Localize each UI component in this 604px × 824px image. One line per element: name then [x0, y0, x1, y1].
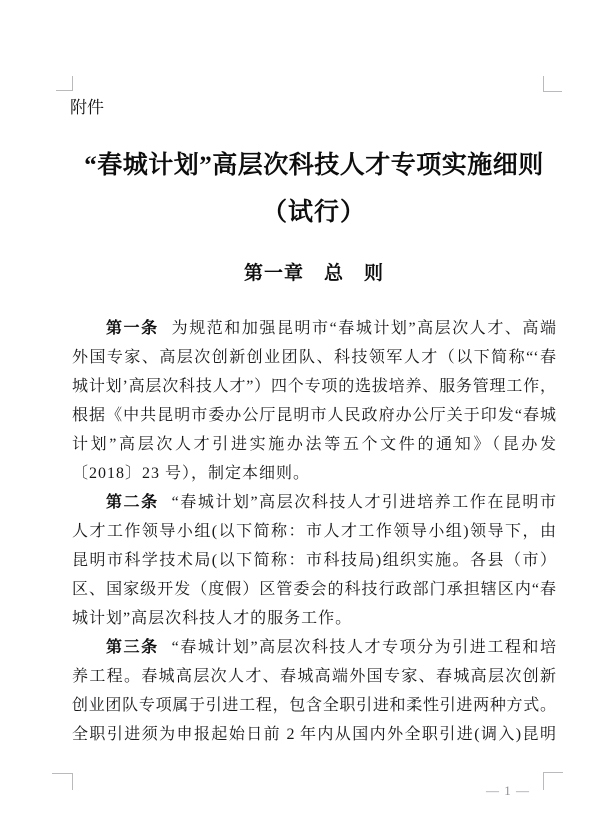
- paragraph-article-2: [72, 488, 556, 633]
- paragraph-line: [72, 314, 556, 343]
- paragraph-text: “春城计划”高层次科技人才引进培养工作在昆明市: [171, 494, 556, 511]
- document-body: [72, 314, 556, 749]
- paragraph-line: 计划”高层次人才引进实施办法等五个文件的通知》（昆办发: [72, 436, 556, 453]
- paragraph-article-3: [72, 633, 556, 749]
- paragraph-line: 养工程。春城高层次人才、春城高端外国专家、春城高层次创新: [72, 668, 556, 685]
- paragraph-text: “春城计划”高层次科技人才专项分为引进工程和培: [171, 639, 556, 656]
- paragraph-text: 为规范和加强昆明市“春城计划”高层次人才、高端: [171, 320, 556, 337]
- page-number: — 1 —: [486, 783, 530, 798]
- paragraph-line: [72, 633, 556, 662]
- document-title-line1: “春城计划”高层次科技人才专项实施细则: [84, 152, 544, 179]
- paragraph-line: 城计划’高层次科技人才”）四个专项的选拔培养、服务管理工作，: [72, 378, 556, 395]
- text-boundary-mark-bottom-right: [543, 772, 563, 790]
- paragraph-line: 昆明市科学技术局(以下简称：市科技局)组织实施。各县（市）: [72, 552, 556, 569]
- paragraph-line: 外国专家、高层次创新创业团队、科技领军人才（以下简称“‘春: [72, 349, 556, 366]
- chapter-heading: 第一章 总 则: [243, 263, 384, 284]
- text-boundary-mark-top-right: [543, 76, 562, 92]
- paragraph-line: [72, 488, 556, 517]
- paragraph-line: 全职引进须为申报起始日前 2 年内从国内外全职引进(调入)昆明: [72, 726, 556, 743]
- document-title-line2: （试行）: [261, 199, 366, 226]
- paragraph-line: 〔2018〕23 号），制定本细则。: [72, 465, 311, 482]
- article-1-number: 第一条: [106, 320, 159, 337]
- paragraph-line: 城计划”高层次科技人才的服务工作。: [72, 610, 353, 627]
- text-boundary-mark-top-left: [56, 76, 73, 91]
- document-title: [72, 146, 556, 233]
- paragraph-line: 根据《中共昆明市委办公厅昆明市人民政府办公厅关于印发“春城: [72, 407, 556, 424]
- paragraph-article-1: [72, 314, 556, 488]
- paragraph-line: 区、国家级开发（度假）区管委会的科技行政部门承担辖区内“春: [72, 581, 556, 598]
- paragraph-line: 创业团队专项属于引进工程，包含全职引进和柔性引进两种方式。: [72, 697, 556, 714]
- article-3-number: 第三条: [106, 639, 159, 656]
- attachment-label: 附件: [70, 98, 104, 117]
- paragraph-line: 人才工作领导小组(以下简称：市人才工作领导小组)领导下，由: [72, 523, 556, 540]
- text-boundary-mark-bottom-left: [52, 773, 73, 790]
- article-2-number: 第二条: [106, 494, 159, 511]
